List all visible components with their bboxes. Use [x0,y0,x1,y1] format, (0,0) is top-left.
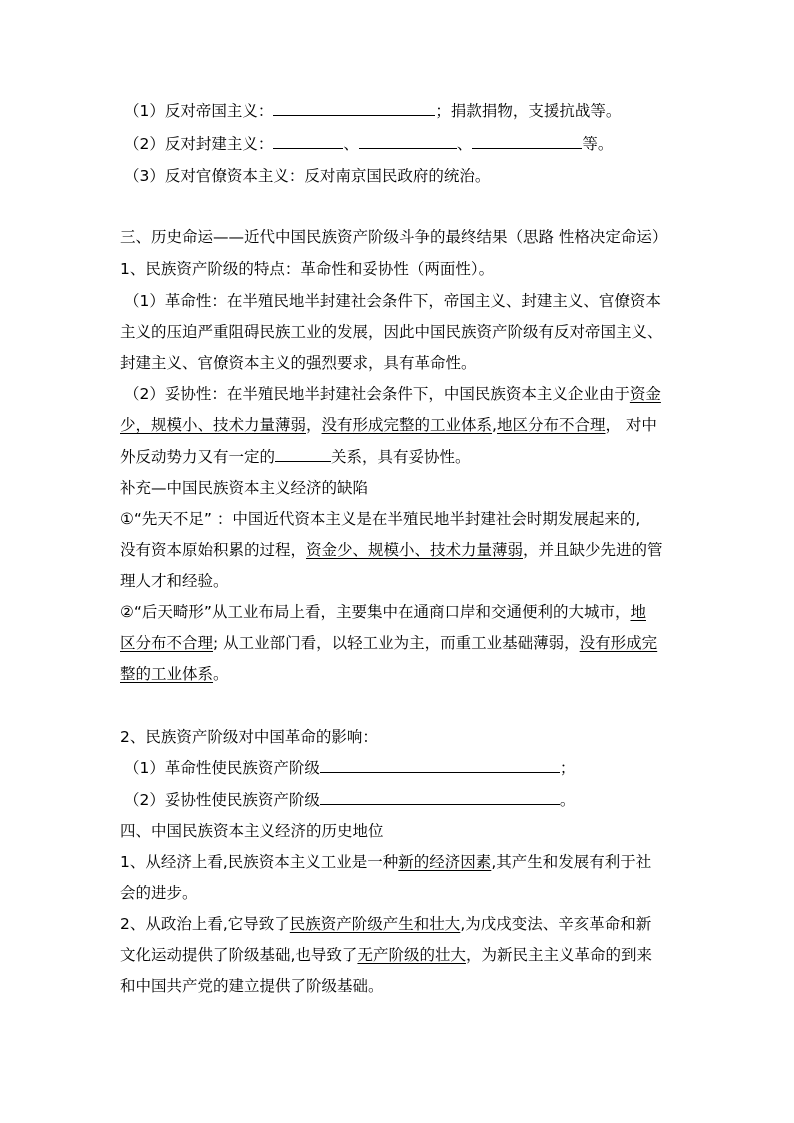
underlined-text: 地区分布不合理 [496,416,606,434]
line-text: 。 [213,665,229,683]
line-text: 没有资本原始积累的过程， [120,541,307,559]
underlined-text: 没有形成完整的工业体系 [321,416,493,434]
paragraph-line [120,447,471,467]
fill-blank[interactable] [472,134,582,149]
fill-blank[interactable] [273,101,435,116]
line-text: 。 [559,791,576,809]
separator: 、 [343,135,359,153]
underlined-text: 资金少、规模小、技术力量薄弱 [306,541,524,559]
paragraph-line [120,633,657,653]
line-text: ；捐款捐物，支援抗战等。 [435,102,622,120]
paragraph-line [124,384,661,404]
fill-blank[interactable] [359,134,457,149]
oppose-bureaucratic-capitalism-line: （3）反对官僚资本主义：反对南京国民政府的统治。 [124,167,491,185]
paragraph-line [120,602,646,622]
supplement-title: 补充—中国民族资本主义经济的缺陷 [120,479,369,497]
line-text: 2、从政治上看,它导致了 [120,915,290,933]
underlined-text: 资金 [629,385,661,403]
line-text: 外反动势力又有一定的 [120,448,276,466]
line-text: （1）革命性使民族资产阶级 [124,759,320,777]
fill-blank[interactable] [320,758,560,773]
paragraph-line [120,540,663,560]
line-text: （2）妥协性：在半殖民地半封建社会条件下，中国民族资本主义企业由于 [124,385,630,403]
line-text: （2）妥协性使民族资产阶级 [124,791,320,809]
paragraph-line: ①“先天不足” ：中国近代资本主义是在半殖民地半封建社会时期发展起来的, [120,510,641,528]
line-text: 等。 [582,135,614,153]
line-text: （2）反对封建主义： [124,135,274,153]
line-text: , [492,416,497,434]
paragraph-line: 会的进步。 [120,884,198,902]
line-text: （1）反对帝国主义： [124,102,274,120]
line-text: ; 从工业部门看，以轻工业为主，而重工业基础薄弱， [213,634,580,652]
paragraph-line: 主义的压迫严重阻碍民族工业的发展，因此中国民族资产阶级有反对帝国主义、 [120,323,663,341]
paragraph-line [120,914,651,934]
impact-line [124,790,575,810]
line-text: 关系，具有妥协性。 [331,448,471,466]
line-text: ； [559,759,576,777]
underlined-text: 地 [630,603,646,621]
fill-blank[interactable] [273,134,343,149]
line-text: ,为戊戌变法、辛亥革命和新 [460,915,652,933]
underlined-text: 民族资产阶级产生和壮大 [289,915,461,933]
paragraph-line: （1）革命性：在半殖民地半封建社会条件下，帝国主义、封建主义、官僚资本 [124,292,661,310]
line-text: ， [306,416,322,434]
line-text: ， 对中 [605,416,657,434]
underlined-text: 整的工业体系 [120,665,214,683]
underlined-text: 新的经济因素 [398,853,492,871]
separator: 、 [456,135,473,153]
paragraph-line [120,415,657,435]
paragraph-line: 和中国共产党的建立提供了阶级基础。 [120,977,384,995]
underlined-text: 无产阶级的壮大 [357,946,466,964]
line-text: 1、从经济上看,民族资本主义工业是一种 [120,853,399,871]
sub1-title: 1、民族资产阶级的特点：革命性和妥协性（两面性）。 [120,260,495,278]
fill-blank[interactable] [320,790,560,805]
section3-heading: 三、历史命运——近代中国民族资产阶级斗争的最终结果（思路 性格决定命运） [120,228,668,246]
underlined-text: 少，规模小、技术力量薄弱 [120,416,307,434]
paragraph-line [120,664,229,684]
line-text: ，为新民主主义革命的到来 [465,946,652,964]
paragraph-line: 封建主义、官僚资本主义的强烈要求，具有革命性。 [120,354,477,372]
line-text: 文化运动提供了阶级基础,也导致了 [120,946,358,964]
line-text: ②“后天畸形”从工业布局上看，主要集中在通商口岸和交通便利的大城市， [120,603,631,621]
section4-heading: 四、中国民族资本主义经济的历史地位 [120,822,384,840]
paragraph-line [120,852,651,872]
fill-blank[interactable] [275,447,331,462]
line-text: ,其产生和发展有利于社 [491,853,652,871]
paragraph-line [120,945,652,965]
impact-line [124,758,575,778]
underlined-text: 区分布不合理 [120,634,214,652]
paragraph-line: 理人才和经验。 [120,572,229,590]
oppose-feudalism-line [124,134,613,154]
oppose-imperialism-line [124,101,621,121]
sub2-title: 2、民族资产阶级对中国革命的影响： [120,728,378,746]
underlined-text: 没有形成完 [579,634,658,652]
line-text: ，并且缺少先进的管 [523,541,663,559]
